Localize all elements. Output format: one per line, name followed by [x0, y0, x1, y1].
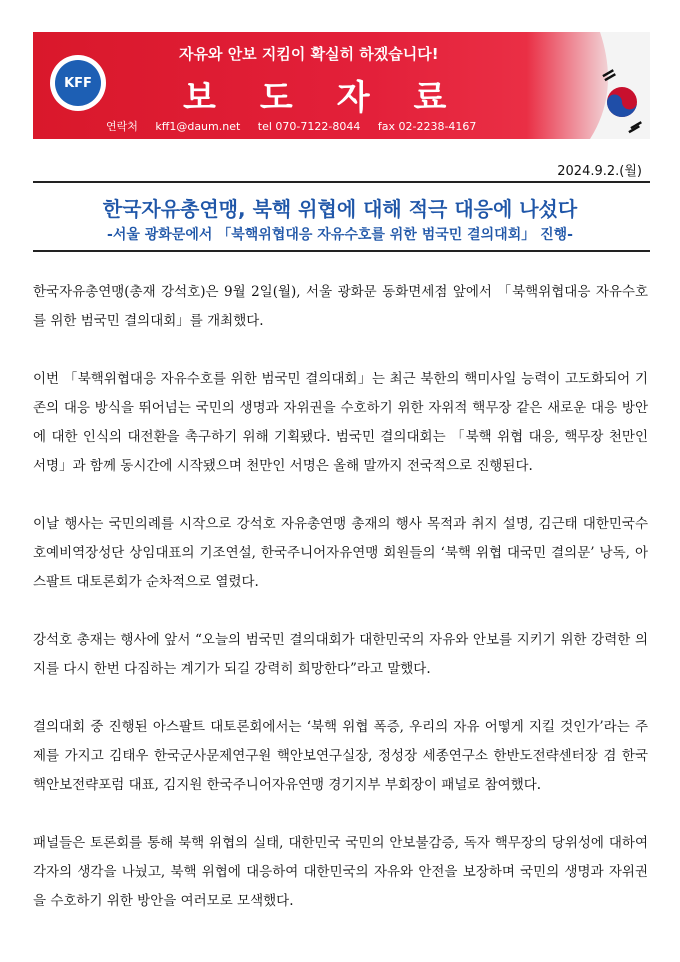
paragraph: 강석호 총재는 행사에 앞서 “오늘의 범국민 결의대회가 대한민국의 자유와 안보를 지키기 위한 강력한 의지를 다시 한번 다짐하는 계기가 되길 강력히 희망한다”라고 말했다.: [33, 632, 648, 677]
contact-tel: tel 070-7122-8044: [257, 120, 361, 133]
contact-email: kff1@daum.net: [155, 120, 241, 133]
contact-label: 연락처: [106, 120, 138, 133]
banner-title: 보도자료: [183, 78, 491, 118]
subheadline: -서울 광화문에서 「북핵위협대응 자유수호를 위한 범국민 결의대회」 진행-: [107, 227, 573, 243]
divider-top: [33, 181, 650, 183]
divider-bottom: [33, 250, 650, 252]
korean-flag-icon: [580, 32, 650, 139]
paragraph: 결의대회 중 진행된 아스팔트 대토론회에서는 ‘북핵 위협 폭증, 우리의 자유 어떻게 지킬 것인가’라는 주제를 가지고 김태우 한국군사문제연구원 핵안보연구실장, 정성장 세종연구소 한반도전략센터장 겸 한국핵안보전략포럼 대표, 김지원 한국주니어자유연맹 경기지부 부회장이 패널로 참여했다.: [33, 719, 648, 793]
article-body: [33, 278, 648, 945]
contact-fax: fax 02-2238-4167: [377, 120, 477, 133]
kff-logo-text: KFF: [55, 60, 101, 106]
headline: 한국자유총연맹, 북핵 위협에 대해 적극 대응에 나섰다: [102, 197, 578, 221]
paragraph: 이번 「북핵위협대응 자유수호를 위한 범국민 결의대회」는 최근 북한의 핵미사일 능력이 고도화되어 기존의 대응 방식을 뛰어넘는 국민의 생명과 자위권을 수호하기 위한 자위적 핵무장 같은 새로운 대응 방안에 대한 인식의 대전환을 촉구하기 위해 기획됐다. 범국민 결의대회는 「북핵 위협 대응, 핵무장 천만인 서명」과 함께 동시간에 시작됐으며 천만인 서명은 올해 말까지 전국적으로 진행된다.: [33, 371, 648, 474]
release-date: 2024.9.2.(월): [557, 164, 642, 179]
kff-logo: [50, 55, 106, 111]
press-release-banner: [33, 32, 650, 139]
banner-slogan: 자유와 안보 지킴이 확실히 하겠습니다!: [179, 45, 439, 63]
paragraph: 패널들은 토론회를 통해 북핵 위협의 실태, 대한민국 국민의 안보불감증, 독자 핵무장의 당위성에 대하여 각자의 생각을 나눴고, 북핵 위협에 대응하여 대한민국의 자유와 안전을 보장하며 국민의 생명과 자위권을 수호하기 위한 방안을 여러모로 모색했다.: [33, 835, 648, 909]
paragraph: 이날 행사는 국민의례를 시작으로 강석호 자유총연맹 총재의 행사 목적과 취지 설명, 김근태 대한민국수호예비역장성단 상임대표의 기조연설, 한국주니어자유연맹 회원들의 ‘북핵 위협 대국민 결의문’ 낭독, 아스팔트 대토론회가 순차적으로 열렸다.: [33, 516, 648, 590]
contact-line: [106, 118, 490, 134]
paragraph: 한국자유총연맹(총재 강석호)은 9월 2일(월), 서울 광화문 동화면세점 앞에서 「북핵위협대응 자유수호를 위한 범국민 결의대회」를 개최했다.: [33, 284, 648, 329]
